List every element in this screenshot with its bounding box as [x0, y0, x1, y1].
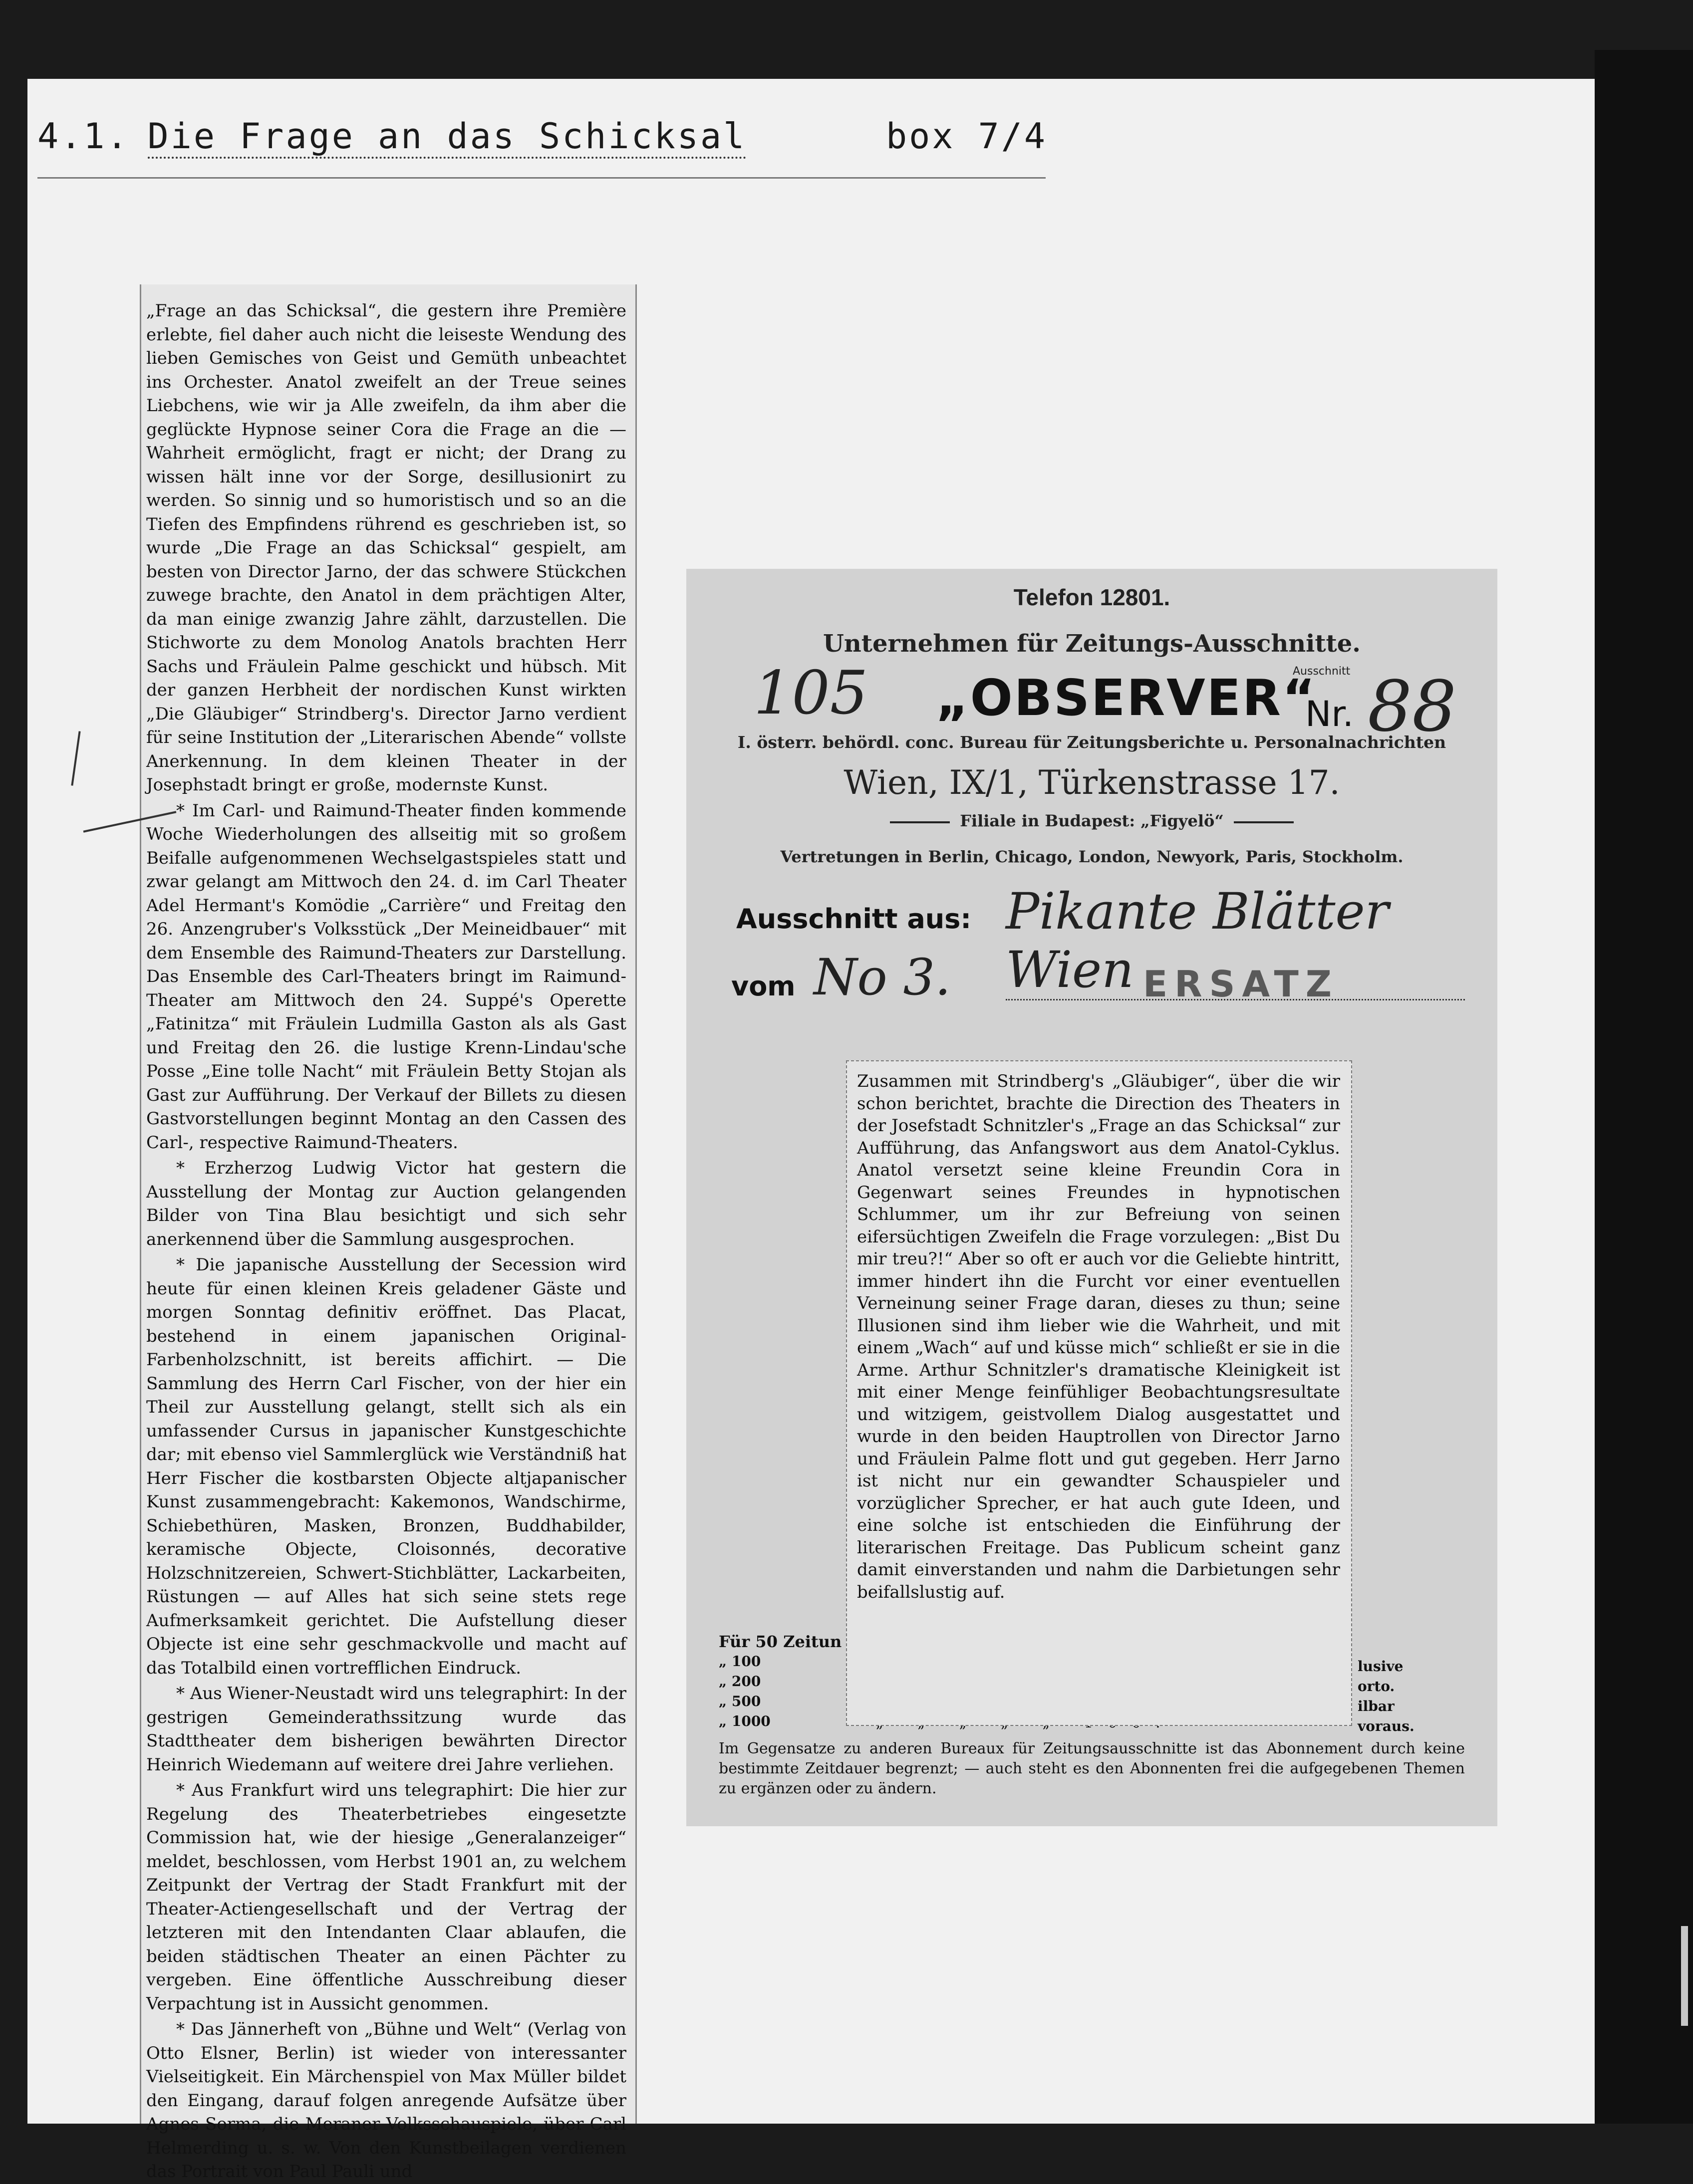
ausschnitt-label: Ausschnitt aus:: [736, 903, 971, 935]
header-box: box 7/4: [886, 116, 1048, 157]
price-row: voraus.: [1358, 1718, 1414, 1734]
price-row: lusive: [1358, 1658, 1404, 1675]
scan-border: [1595, 50, 1693, 2124]
column-paragraph: * Aus Frankfurt wird uns telegraphirt: Die hier zur Regelung des Theaterbetriebes eingesetzte Commission hat, wie der hiesige „Generalanzeiger“ meldet, beschlossen, vom Herbst 1901 an, zu welchem Zeitpunkt der Vertrag der Stadt Frankfurt mit der Theater-Actiengesellschaft und der Vertrag der letzteren mit den Intendanten Claar ablaufen, die beiden städtischen Theater an einen Pächter zu vergeben. Eine öffentliche Ausschreibung dieser Verpachtung ist in Aussicht genommen.: [146, 1780, 626, 2014]
observer-brand: „OBSERVER“: [936, 669, 1317, 727]
archive-header: [37, 116, 1048, 157]
branch-line: Filiale in Budapest: „Figyelö“: [686, 811, 1497, 830]
pasted-clipping: [846, 1060, 1352, 1726]
address-line: Wien, IX/1, Türkenstrasse 17.: [844, 763, 1340, 802]
price-row: „ 100: [719, 1653, 761, 1670]
company-line: Unternehmen für Zeitungs-Ausschnitte.: [823, 630, 1361, 658]
column-paragraph: * Erzherzog Ludwig Victor hat gestern die Ausstellung der Montag zur Auction gelangenden Bilder von Tina Blau besichtigt und sich sehr anerkennend über die Sammlung ausgesprochen.: [146, 1158, 626, 1249]
header-number: 4.1.: [37, 116, 130, 157]
bureau-line: I. österr. behördl. conc. Bureau für Zeitungsberichte u. Personalnachrichten: [737, 732, 1446, 752]
vom-label: vom: [731, 971, 796, 1002]
ausschnitt-source: Pikante Blätter Wien: [1006, 882, 1465, 1000]
price-row: „ 500: [719, 1693, 761, 1709]
column-paragraph: „Frage an das Schicksal“, die gestern ihre Première erlebte, fiel daher auch nicht die leiseste Wendung des lieben Gemisches von Geist und Gemüth unbeachtet ins Orchester. Anatol zweifelt an der Treue seines Liebchens, wie wir ja Alle zweifeln, da ihm aber die geglückte Hypnose seiner Cora die Frage an die — Wahrheit ermöglicht, fragt er nicht; der Drang zu wissen hält inne vor der Sorge, desillusionirt zu werden. So sinnig und so humoristisch und so an die Tiefen des Empfindens rührend es geschrieben ist, so wurde „Die Frage an das Schicksal“ gespielt, am besten von Director Jarno, der das schwere Stückchen zuwege brachte, den Anatol in dem prächtigen Alter, da man einige zwanzig Jahre zählt, darzustellen. Die Stichworte zu dem Monolog Anatols brachten Herr Sachs und Fräulein Palme geschickt und hübsch. Mit der ganzen Herbheit der nordischen Kunst wirkten „Die Gläubiger“ Strindberg's. Director Jarno verdient für seine Institution der „Literarischen Abende“ vollste Anerkennung. In dem kleinen Theater in der Josephstadt bringt er große, modernste Kunst.: [146, 301, 626, 795]
price-row: orto.: [1358, 1678, 1395, 1695]
column-paragraph: * Die japanische Ausstellung der Secession wird heute für einen kleinen Kreis geladener Gäste und morgen Sonntag definitiv eröffnet. Das Placat, bestehend in einem japanischen Original-Farbenholzschnitt, ist bereits affichirt. — Die Sammlung des Herrn Carl Fischer, von der hier ein Theil zur Ausstellung gelangt, stellt sich als ein umfassender Cursus in japanischer Kunstgeschichte dar; mit ebenso viel Sammlerglück wie Verständniß hat Herr Fischer die kostbarsten Objecte altjapanischer Kunst zusammengebracht: Kakemonos, Wandschirme, Schiebethüren, Masken, Bronzen, Buddhabilder, keramische Objecte, Cloisonnés, decorative Holzschnitzereien, Schwert-Stichblätter, Lackarbeiten, Rüstungen — auf Alles hat sich seine stets rege Aufmerksamkeit gerichtet. Die Aufstellung dieser Objecte ist eine sehr geschmackvolle und macht auf das Totalbild einen vortrefflichen Eindruck.: [146, 1255, 626, 1678]
edge-mark: [1681, 1926, 1688, 2026]
clipping-text: Zusammen mit Strindberg's „Gläubiger“, über die wir schon berichtet, brachte die Direction des Theaters in der Josefstadt Schnitzler's „Frage an das Schicksal“ zur Aufführung, das Anfangswort aus dem Anatol-Cyklus. Anatol versetzt seine kleine Freundin Cora in Gegenwart seines Freundes in hypnotischen Schlummer, um ihr zur Befreiung von seinen eifersüchtigen Zweifeln die Frage vorzulegen: „Bist Du mir treu?!“ Aber so oft er auch vor die Geliebte hintritt, immer hindert ihn die Furcht vor einer eventuellen Verneinung seiner Frage daran, dieses zu thun; seine Illusionen sind ihm lieber wie die Wahrheit, und mit einem „Wach“ auf und küsse mich“ schließt er sie in die Arme. Arthur Schnitzler's dramatische Kleinigkeit ist mit einer Menge feinfühliger Beobachtungsresultate und witzigem, geistvollem Dialog ausgestattet und wurde in den beiden Hauptrollen von Director Jarno und Fräulein Palme flott und gut gegeben. Herr Jarno ist nicht nur ein gewandter Schauspieler und vorzüglicher Sprecher, er hat auch gute Ideen, und eine solche ist entschieden die Einführung der literarischen Freitage. Das Publicum scheint ganz damit einverstanden und nahm die Darbietungen sehr beifallslustig auf.: [857, 1071, 1340, 1602]
form-footnote: Im Gegensatze zu anderen Bureaux für Zeitungsausschnitte ist das Abonnement durch keine bestimmte Zeitdauer begrenzt; — auch steht es den Abonnenten frei die aufgegebenen Themen zu ergänzen oder zu ändern.: [719, 1740, 1465, 1797]
column-paragraph: * Aus Wiener-Neustadt wird uns telegraphirt: In der gestrigen Gemeinderathssitzung wurde das Stadttheater dem bisherigen bewährten Director Heinrich Wiedemann auf weitere drei Jahre verliehen.: [146, 1684, 626, 1775]
column-paragraph: * Das Jännerheft von „Bühne und Welt“ (Verlag von Otto Elsner, Berlin) ist wieder von interessanter Vielseitigkeit. Ein Märchenspiel von Max Müller bildet den Eingang, darauf folgen anregende Aufsätze über Agnes Sorma, die Meraner Volksschauspiele, über Carl Helmerding u. s. w. Von den Kunstbeilagen verdienen das Portrait von Paul Pauli und: [146, 2019, 626, 2182]
header-title: Die Frage an das Schicksal: [148, 116, 747, 159]
telephone-line: Telefon 12801.: [1013, 584, 1170, 610]
handwritten-number: 105: [754, 659, 868, 728]
header-divider: [37, 177, 1046, 179]
nr-label: Nr.: [1305, 694, 1354, 734]
price-row: ilbar: [1358, 1698, 1395, 1714]
price-row: Für 50 Zeitun: [719, 1632, 842, 1651]
ersatz-stamp: ERSATZ: [1143, 963, 1339, 1005]
vom-value: No 3.: [814, 948, 951, 1006]
ausschnitt-small-label: Ausschnitt: [1293, 665, 1351, 678]
representations-line: Vertretungen in Berlin, Chicago, London, Newyork, Paris, Stockholm.: [780, 847, 1404, 866]
newspaper-column-left: [140, 284, 637, 2182]
price-list-left: [719, 1632, 842, 1731]
price-row: „ 1000: [719, 1713, 771, 1729]
price-list-right: [1358, 1657, 1414, 1736]
handwritten-nr: 88: [1368, 666, 1457, 747]
column-paragraph: * Im Carl- und Raimund-Theater finden kommende Woche Wiederholungen des allseitig mit so großem Beifalle aufgenommenen Wechselgastspieles statt und zwar gelangt am Mittwoch den 24. d. im Carl Theater Adel Hermant's Komödie „Carrière“ und Freitag den 26. Anzengruber's Volksstück „Der Meineidbauer“ mit dem Ensemble des Raimund-Theaters zur Darstellung. Das Ensemble des Carl-Theaters bringt im Raimund-Theater am Mittwoch den 24. Suppé's Operette „Fatinitza“ mit Fräulein Ludmilla Gaston als als Gast und Freitag den 26. die lustige Krenn-Lindau'sche Posse „Eine tolle Nacht“ mit Fräulein Betty Stojan als Gast zur Aufführung. Der Verkauf der Billets zu diesen Gastvorstellungen beginnt Montag an den Cassen des Carl-, respective Raimund-Theaters.: [146, 800, 626, 1153]
price-row: „ 200: [719, 1673, 761, 1690]
